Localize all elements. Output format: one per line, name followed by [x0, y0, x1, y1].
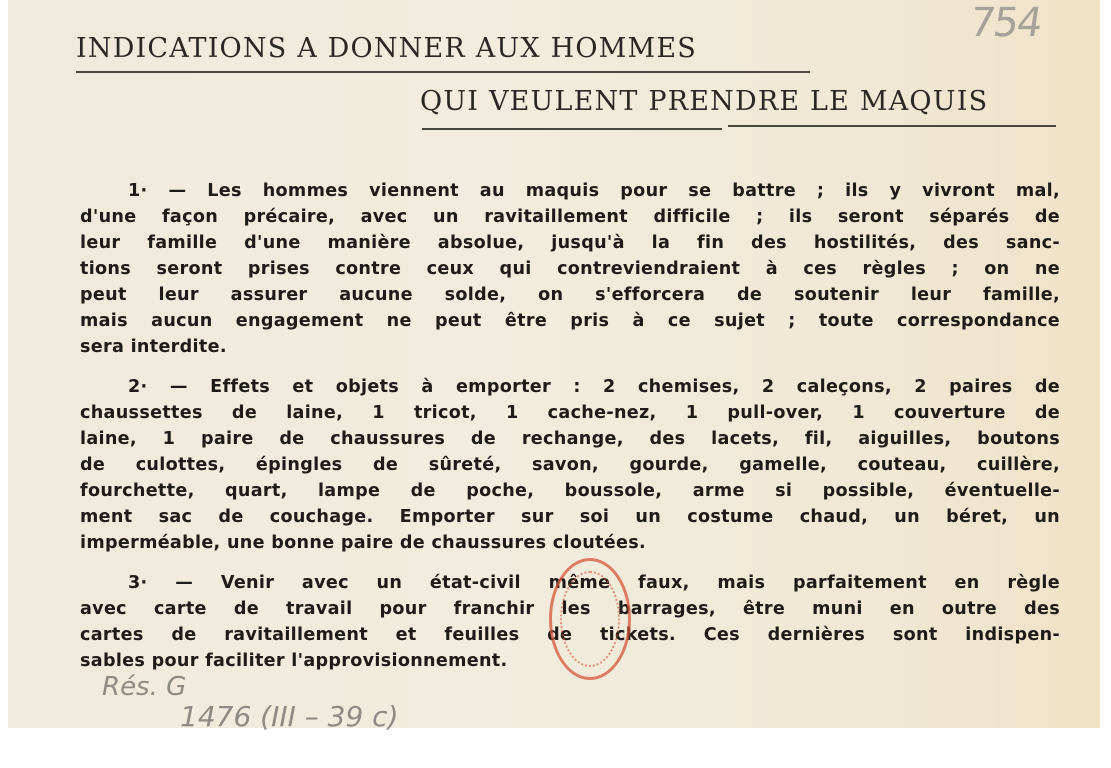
paragraph-line: ment sac de couchage. Emporter sur soi un costume chaud, un béret, un	[80, 507, 1060, 527]
title-underline-1	[76, 71, 810, 73]
paragraph-line: fourchette, quart, lampe de poche, boussole, arme si possible, éventuelle-	[80, 481, 1060, 501]
title-underline-2a	[422, 128, 722, 130]
paragraph-line: chaussettes de laine, 1 tricot, 1 cache-nez, 1 pull-over, 1 couverture de	[80, 403, 1060, 423]
paragraph-line: 2· — Effets et objets à emporter : 2 chemises, 2 caleçons, 2 paires de	[128, 377, 1060, 397]
title-line-1: INDICATIONS A DONNER AUX HOMMES	[76, 33, 697, 64]
paragraph-line: cartes de ravitaillement et feuilles de tickets. Ces dernières sont indispen-	[80, 625, 1060, 645]
paragraph-line: sera interdite.	[80, 337, 227, 357]
page-number-annotation: 754	[966, 0, 1044, 46]
handwritten-annotation-1: Rés. G	[102, 672, 187, 702]
paragraph-line: sables pour faciliter l'approvisionnement.	[80, 651, 508, 671]
paragraph-line: tions seront prises contre ceux qui contreviendraient à ces règles ; on ne	[80, 259, 1060, 279]
paragraph-line: imperméable, une bonne paire de chaussures cloutées.	[80, 533, 646, 553]
red-ink-stamp	[549, 558, 631, 680]
paragraph-2	[80, 374, 1060, 556]
title-underline-2b	[728, 125, 1056, 127]
paragraph-line: avec carte de travail pour franchir les barrages, être muni en outre des	[80, 599, 1060, 619]
paragraph-line: laine, 1 paire de chaussures de rechange, des lacets, fil, aiguilles, boutons	[80, 429, 1060, 449]
paragraph-line: mais aucun engagement ne peut être pris à ce sujet ; toute correspondance	[80, 311, 1060, 331]
paragraph-line: de culottes, épingles de sûreté, savon, gourde, gamelle, couteau, cuillère,	[80, 455, 1060, 475]
title-line-2: QUI VEULENT PRENDRE LE MAQUIS	[420, 86, 989, 117]
paragraph-line: 1· — Les hommes viennent au maquis pour se battre ; ils y vivront mal,	[128, 181, 1060, 201]
paragraph-line: d'une façon précaire, avec un ravitaillement difficile ; ils seront séparés de	[80, 207, 1060, 227]
paragraph-1	[80, 178, 1060, 360]
paragraph-line: peut leur assurer aucune solde, on s'efforcera de soutenir leur famille,	[80, 285, 1060, 305]
paragraph-line: leur famille d'une manière absolue, jusqu'à la fin des hostilités, des sanc-	[80, 233, 1060, 253]
paragraph-line: 3· — Venir avec un état-civil même faux, mais parfaitement en règle	[128, 573, 1060, 593]
document-page	[8, 0, 1100, 733]
handwritten-annotation-2: 1476 (III – 39 c)	[180, 700, 399, 733]
